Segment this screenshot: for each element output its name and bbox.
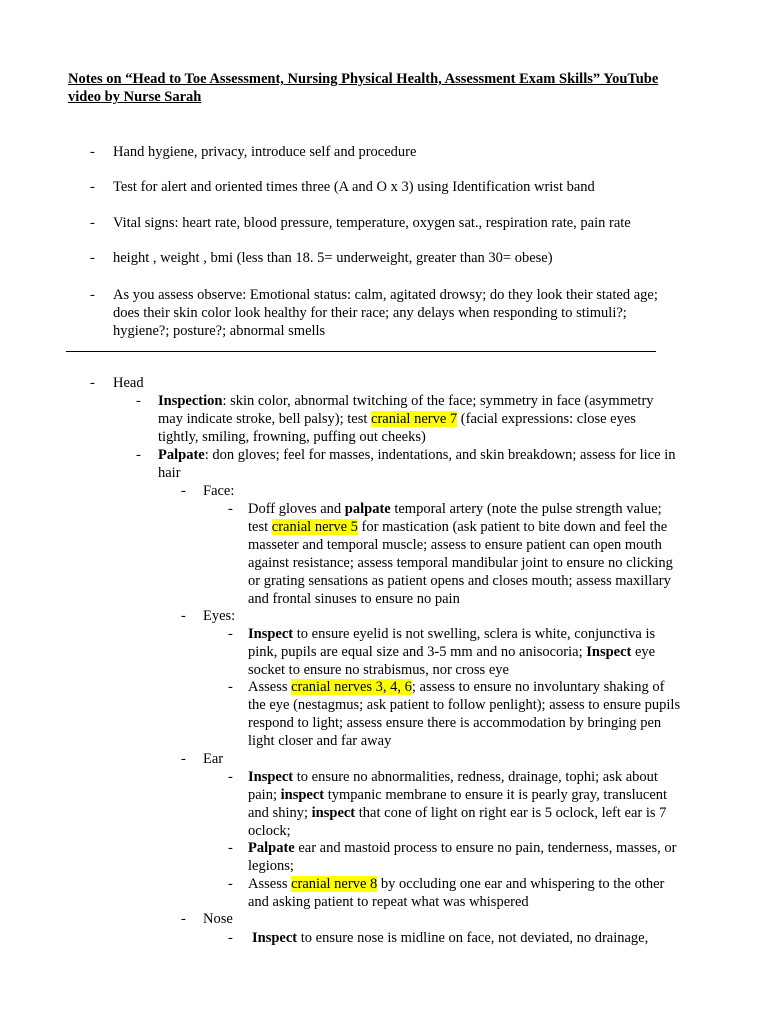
item-text: respond to light; assess ensure there is accommodation by bringing pen [248,715,662,731]
subsection-face-label: Face: [203,483,235,499]
bold-term: Palpate [158,447,205,463]
item-text: by occluding one ear and whispering to the other [377,876,665,892]
item-text: Doff gloves and [248,501,345,517]
title-line-2: video by Nurse Sarah [68,89,202,105]
item-text: legions; [248,858,294,874]
bullet-dash: - [228,769,233,785]
highlight-cranial-nerve-8: cranial nerve 8 [291,876,378,892]
document-title [68,70,708,106]
item-text: to ensure nose is midline on face, not deviated, no drainage, [297,930,649,946]
head-inspection-item [158,392,654,446]
head-palpate-item [158,446,675,482]
bullet-dash: - [181,751,186,767]
item-text: to ensure eyelid is not swelling, sclera is white, conjunctiva is [293,626,656,642]
item-text: light closer and far away [248,733,392,749]
bold-term: inspect [311,805,356,821]
bullet-text: does their skin color look healthy for their race; any delays when responding to stimuli?; [113,305,627,321]
item-text: test [248,519,272,535]
item-text: : skin color, abnormal twitching of the face; symmetry in face (asymmetry [222,393,654,409]
face-item [248,500,673,608]
item-text: : don gloves; feel for masses, indentations, and skin breakdown; assess for lice in [204,447,676,463]
item-text: masseter and temporal muscle; assess to ensure patient can open mouth [248,537,662,553]
bullet-dash: - [228,626,233,642]
subsection-eyes-label: Eyes: [203,608,236,624]
bullet-text: As you assess observe: Emotional status: calm, agitated drowsy; do they look their stated age; [113,287,658,303]
bullet-dash: - [136,393,141,409]
item-text: (facial expressions: close eyes [457,411,636,427]
item-text: oclock; [248,823,291,839]
bold-term: Inspect [248,626,294,642]
item-text: to ensure no abnormalities, redness, drainage, tophi; ask about [293,769,658,785]
item-text: may indicate stroke, bell palsy); test [158,411,372,427]
item-text: and asking patient to repeat what was whispered [248,894,529,910]
bullet-dash: - [181,608,186,624]
item-text: pink, pupils are equal size and 3-5 mm and no anisocoria; [248,644,587,660]
highlight-cranial-nerve-7: cranial nerve 7 [371,411,458,427]
bullet-dash: - [228,876,233,892]
ear-palpate-item [248,839,676,875]
highlight-cranial-nerve-5: cranial nerve 5 [271,519,358,535]
subsection-ear-label: Ear [203,751,224,767]
item-text: pain; [248,787,281,803]
item-text: socket to ensure no strabismus, nor cross eye [248,662,509,678]
bold-term: palpate [344,501,391,517]
bold-term: inspect [280,787,325,803]
bullet-dash: - [90,179,95,195]
item-text: hair [158,465,181,481]
item-text: tympanic membrane to ensure it is pearly gray, translucent [324,787,668,803]
item-text: ear and mastoid process to ensure no pain, tenderness, masses, or [294,840,677,856]
bullet-text: Test for alert and oriented times three (A and O x 3) using Identification wrist band [113,179,595,195]
item-text: and frontal sinuses to ensure no pain [248,591,460,607]
bold-term: Palpate [248,840,295,856]
item-text: the eye (nestagmus; ask patient to follow penlight); assess to ensure pupils [248,697,681,713]
bullet-dash: - [90,215,95,231]
bullet-dash: - [228,840,233,856]
item-text: against resistance; assess temporal mandibular joint to ensure no clicking [248,555,673,571]
bullet-dash: - [181,911,186,927]
item-text: for mastication (ask patient to bite down and feel the [357,519,668,535]
item-text: tightly, smiling, frowning, puffing out cheeks) [158,429,426,445]
eyes-inspect-item [248,625,655,679]
item-text: that cone of light on right ear is 5 oclock, left ear is 7 [355,805,667,821]
bullet-dash: - [181,483,186,499]
bullet-dash: - [90,287,95,303]
ear-inspect-item [248,768,667,840]
bullet-dash: - [90,250,95,266]
bold-term: Inspect [248,769,294,785]
bullet-dash: - [228,501,233,517]
bullet-text: Hand hygiene, privacy, introduce self and procedure [113,144,417,160]
bullet-dash: - [136,447,141,463]
item-text: ; assess to ensure no involuntary shaking of [411,679,665,695]
bullet-text: height , weight , bmi (less than 18. 5= underweight, greater than 30= obese) [113,250,553,266]
bold-term: Inspect [252,930,298,946]
highlight-cranial-nerves-3-4-6: cranial nerves 3, 4, 6 [291,679,412,695]
ear-assess-item [248,875,664,911]
nose-inspect-item [252,929,648,947]
item-text: temporal artery (note the pulse strength value; [390,501,662,517]
bullet-text: hygiene?; posture?; abnormal smells [113,323,326,339]
eyes-assess-item [248,678,680,750]
item-text: or grating sensations as patient opens and closes mouth; assess maxillary [248,573,671,589]
bullet-dash: - [228,679,233,695]
section-head-label: Head [113,375,144,391]
bold-term: Inspect [586,644,632,660]
bullet-dash: - [90,375,95,391]
item-text: Assess [248,679,292,695]
bold-term: Inspection [158,393,223,409]
title-line-1: Notes on “Head to Toe Assessment, Nursing Physical Health, Assessment Exam Skills” YouTube [68,71,659,87]
subsection-nose-label: Nose [203,911,233,927]
bullet-dash: - [90,144,95,160]
item-text: Assess [248,876,292,892]
horizontal-divider [66,351,656,352]
bullet-text: Vital signs: heart rate, blood pressure, temperature, oxygen sat., respiration rate, pain rate [113,215,631,231]
bullet-dash: - [228,930,233,946]
item-text: and shiny; [248,805,312,821]
item-text: eye [631,644,656,660]
